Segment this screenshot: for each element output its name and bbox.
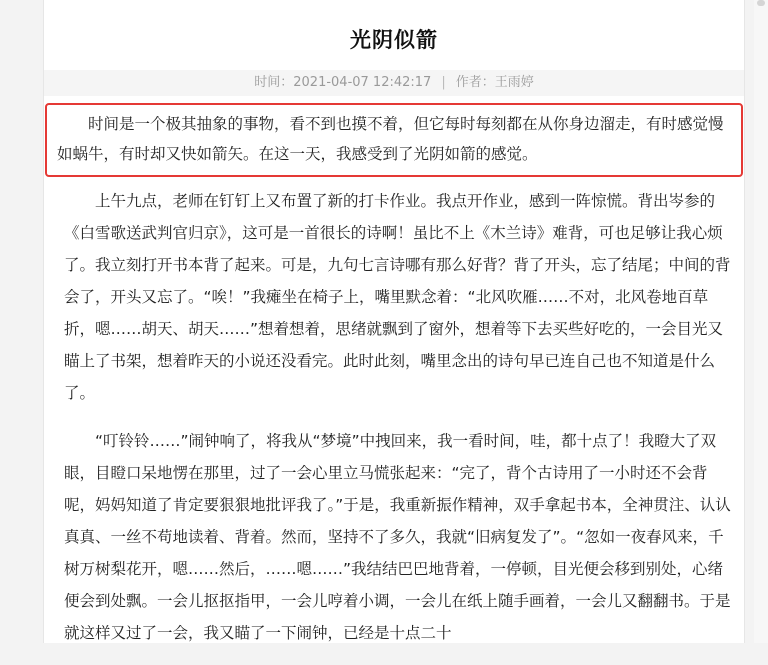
article-title: 光阴似箭	[350, 28, 438, 52]
vertical-scrollbar[interactable]	[754, 0, 768, 643]
article-body	[64, 185, 732, 665]
body-paragraph: 上午九点，老师在钉钉上又布置了新的打卡作业。我点开作业，感到一阵惊慌。背出岑参的《白雪歌送武判官归京》，这可是一首很长的诗啊！虽比不上《木兰诗》难背，可也足够让我心烦了。我立刻打开书本背了起来。可是，九句七言诗哪有那么好背？背了开头，忘了结尾；中间的背会了，开头又忘了。“唉！”我瘫坐在椅子上，嘴里默念着：“北风吹雁……不对，北风卷地百草折，嗯……胡天、胡天……”想着想着，思绪就飘到了窗外，想着等下去买些好吃的，一会目光又瞄上了书架，想着昨天的小说还没看完。此时此刻，嘴里念出的诗句早已连自己也不知道是什么了。	[64, 192, 731, 402]
intro-paragraph: 时间是一个极其抽象的事物，看不到也摸不着，但它每时每刻都在从你身边溜走，有时感觉慢如蜗牛，有时却又快如箭矢。在这一天，我感受到了光阴如箭的感觉。	[57, 115, 724, 163]
publish-time: 时间：2021-04-07 12:42:17	[254, 75, 432, 90]
article-author: 作者：王雨婷	[455, 75, 534, 90]
body-paragraph: “叮铃铃……”闹钟响了，将我从“梦境”中拽回来，我一看时间，哇，都十点了！我瞪大了双眼，目瞪口呆地愣在那里，过了一会心里立马慌张起来：“完了，背个古诗用了一小时还不会背呢，妈妈知道了肯定要狠狠地批评我了。”于是，我重新振作精神，双手拿起书本，全神贯注、认认真真、一丝不苟地读着、背着。然而，坚持不了多久，我就“旧病复发了”。“忽如一夜春风来，千树万树梨花开，嗯……然后，……嗯……”我结结巴巴地背着，一停顿，目光便会移到别处，心绪便会到处飘。一会儿抠抠指甲，一会儿哼着小调，一会儿在纸上随手画着，一会儿又翻翻书。于是就这样又过了一会，我又瞄了一下闹钟，已经是十点二十	[64, 432, 731, 642]
article-meta	[44, 70, 744, 96]
highlighted-intro-box	[45, 103, 743, 177]
meta-separator: |	[441, 75, 446, 90]
scrollbar-thumb[interactable]	[757, 0, 765, 6]
